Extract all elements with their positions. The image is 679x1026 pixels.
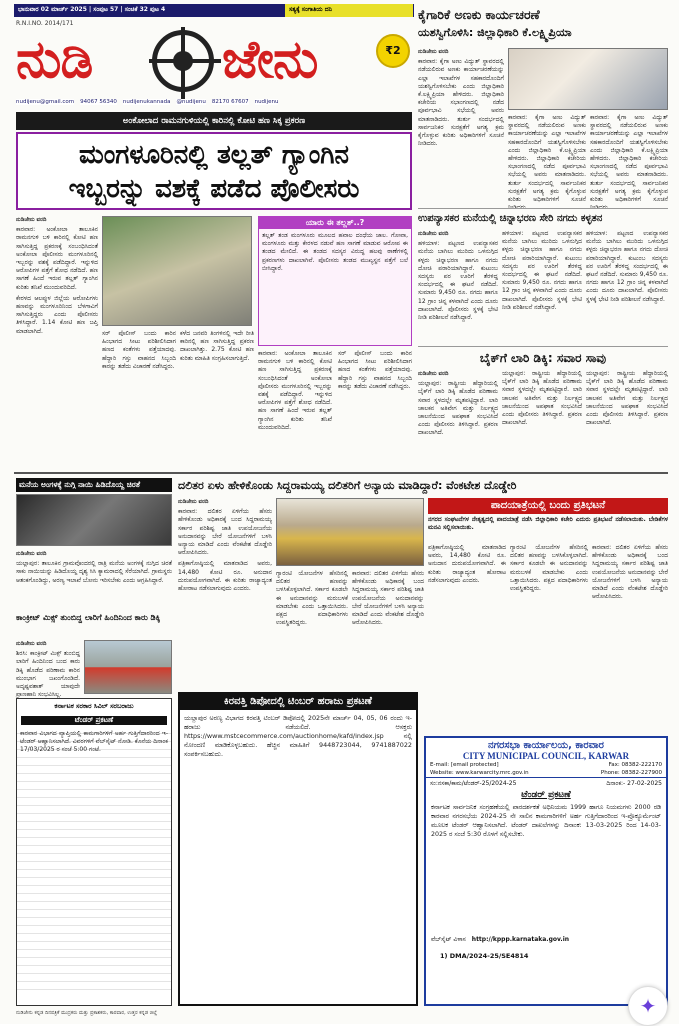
lead-headline-box [16,132,412,210]
lead-text-b: ಕೇರಳದ ಆಲಪ್ಪುಳ ಜಿಲ್ಲೆಯ ಆರೋಪಿಗಳು ಹಣವನ್ನು ಮಂಗಳೂರಿನಿಂದ ಬೆಳಗಾವಿಗೆ ಸಾಗಿಸುತ್ತಿದ್ದರು ಎಂದು ಪೊಲೀಸರು ತಿಳಿಸಿದ್ದಾರೆ. 1.14 ಕೋಟಿ ಹಣ ಜಪ್ತಿ ಮಾಡಲಾಗಿದೆ. [16,294,98,335]
theft-column-2 [502,230,582,342]
theft-text-cont2: ಹಳಿಯಾಳ: ಪಟ್ಟಣದ ಉಪನ್ಯಾಸಕರ ಮನೆಯ ಬಾಗಿಲು ಮುರಿದು ಒಳನುಗ್ಗಿದ ಕಳ್ಳರು ಚಿನ್ನಾಭರಣ ಹಾಗೂ ನಗದು ದೋಚಿ ಪರಾರಿಯಾಗಿದ್ದಾರೆ. ಕುಟುಂಬ ಸದಸ್ಯರು ಪರ ಊರಿಗೆ ತೆರಳಿದ್ದ ಸಂದರ್ಭದಲ್ಲಿ ಈ ಘಟನೆ ನಡೆದಿದೆ. ಸುಮಾರು 9,450 ರೂ. ನಗದು ಹಾಗೂ 12 ಗ್ರಾಂ ಚಿನ್ನ ಕಳವಾಗಿದೆ ಎಂದು ದೂರು ದಾಖಲಾಗಿದೆ. ಪೊಲೀಸರು ಸ್ಥಳಕ್ಕೆ ಭೇಟಿ ನೀಡಿ ಪರಿಶೀಲನೆ ನಡೆಸಿದ್ದಾರೆ. [586,230,668,303]
cmc-site-label: ವೆಬ್‌ಸೈಟ್ ವಿಳಾಸ [431,936,466,943]
divider [418,208,668,209]
dalit-column-4 [428,544,506,688]
email-text[interactable]: nudijenu@gmail.com [16,99,75,105]
theft-text-cont: ಹಳಿಯಾಳ: ಪಟ್ಟಣದ ಉಪನ್ಯಾಸಕರ ಮನೆಯ ಬಾಗಿಲು ಮುರಿದು ಒಳನುಗ್ಗಿದ ಕಳ್ಳರು ಚಿನ್ನಾಭರಣ ಹಾಗೂ ನಗದು ದೋಚಿ ಪರಾರಿಯಾಗಿದ್ದಾರೆ. ಕುಟುಂಬ ಸದಸ್ಯರು ಪರ ಊರಿಗೆ ತೆರಳಿದ್ದ ಸಂದರ್ಭದಲ್ಲಿ ಈ ಘಟನೆ ನಡೆದಿದೆ. ಸುಮಾರು 9,450 ರೂ. ನಗದು ಹಾಗೂ 12 ಗ್ರಾಂ ಚಿನ್ನ ಕಳವಾಗಿದೆ ಎಂದು ದೂರು ದಾಖಲಾಗಿದೆ. ಪೊಲೀಸರು ಸ್ಥಳಕ್ಕೆ ಭೇಟಿ ನೀಡಿ ಪರಿಶೀಲನೆ ನಡೆಸಿದ್ದಾರೆ. [502,230,582,311]
lead-byline: ನುಡಿಜೇನು ವರದಿ [16,217,47,223]
theft-column-3 [586,230,668,342]
dalit-text-c: ಗ್ಯಾರಂಟಿ ಯೋಜನೆಗಳ ಹೆಸರಿನಲ್ಲಿ ದಲಿತರ ಹಣವನ್ನು ಬಳಸಿಕೊಳ್ಳಲಾಗಿದೆ. ಸರ್ಕಾರ ಕೂಡಲೇ ಈ ಅನುದಾನವನ್ನು ಮರುಬಳಕೆ ಮಾಡಬೇಕು ಎಂದು ಒತ್ತಾಯಿಸಿದರು. ಪಕ್ಷದ ಪದಾಧಿಕಾರಿಗಳು ಉಪಸ್ಥಿತರಿದ್ದರು. [276,570,348,627]
cmc-site-row [426,934,666,946]
masthead [16,28,412,92]
lead-column-3 [180,330,254,468]
twitter-handle[interactable]: @nudijenu [176,99,206,105]
concrete-story [16,640,80,699]
industry-headline-2: ಯಶಸ್ವಿಗೊಳಿಸಿ: ಜಿಲ್ಲಾಧಿಕಾರಿ ಕೆ.ಲಕ್ಷ್ಮಿಪ್ರಿಯಾ [418,26,572,39]
theft-text: ಹಳಿಯಾಳ: ಪಟ್ಟಣದ ಉಪನ್ಯಾಸಕರ ಮನೆಯ ಬಾಗಿಲು ಮುರಿದು ಒಳನುಗ್ಗಿದ ಕಳ್ಳರು ಚಿನ್ನಾಭರಣ ಹಾಗೂ ನಗದು ದೋಚಿ ಪರಾರಿಯಾಗಿದ್ದಾರೆ. ಕುಟುಂಬ ಸದಸ್ಯರು ಪರ ಊರಿಗೆ ತೆರಳಿದ್ದ ಸಂದರ್ಭದಲ್ಲಿ ಈ ಘಟನೆ ನಡೆದಿದೆ. ಸುಮಾರು 9,450 ರೂ. ನಗದು ಹಾಗೂ 12 ಗ್ರಾಂ ಚಿನ್ನ ಕಳವಾಗಿದೆ ಎಂದು ದೂರು ದಾಖಲಾಗಿದೆ. ಪೊಲೀಸರು ಸ್ಥಳಕ್ಕೆ ಭೇಟಿ ನೀಡಿ ಪರಿಶೀಲನೆ ನಡೆಸಿದ್ದಾರೆ. [418,240,498,322]
footer-imprint: ನುಡಿಜೇನು ಕನ್ನಡ ದಿನಪತ್ರಿಕೆ ಮುದ್ರಕರು ಮತ್ತು ಪ್ರಕಾಶಕರು, ಕಾರವಾರ, ಉತ್ತರ ಕನ್ನಡ ಜಿಲ್ಲೆ [16,1010,158,1016]
theft-headline: ಉಪನ್ಯಾಸಕರ ಮನೆಯಲ್ಲಿ ಚಿನ್ನಾಭರಣ ಸೇರಿ ನಗದು ಕಳ್ಳತನ [418,213,603,224]
industry-headline [418,6,668,44]
lead-photo-car [102,216,252,326]
industry-text-cont: ಕಾರವಾರ: ಕೈಗಾ ಅಣು ವಿದ್ಯುತ್ ಸ್ಥಾವರದಲ್ಲಿ ನಡೆಯಲಿರುವ ಅಣಕು ಕಾರ್ಯಾಚರಣೆಯನ್ನು ಎಲ್ಲಾ ಇಲಾಖೆಗಳ ಸಹಕಾರದೊಂದಿಗೆ ಯಶಸ್ವಿಗೊಳಿಸಬೇಕು ಎಂದು ಜಿಲ್ಲಾಧಿಕಾರಿ ಕೆ.ಲಕ್ಷ್ಮಿಪ್ರಿಯಾ ಹೇಳಿದರು. ಜಿಲ್ಲಾಧಿಕಾರಿ ಕಚೇರಿಯ ಸಭಾಂಗಣದಲ್ಲಿ ನಡೆದ ಪೂರ್ವಭಾವಿ ಸಭೆಯಲ್ಲಿ ಅವರು ಮಾತನಾಡಿದರು. ತುರ್ತು ಸಂದರ್ಭದಲ್ಲಿ ಸಾರ್ವಜನಿಕರ ಸುರಕ್ಷತೆಗೆ ಅಗತ್ಯ ಕ್ರಮ ಕೈಗೊಳ್ಳುವ ಕುರಿತು ಅಧಿಕಾರಿಗಳಿಗೆ ಸೂಚನೆ [508,114,586,204]
masthead-word-right: ಜೇನು [222,29,318,90]
bike-column-2 [502,370,582,470]
cmc-heading: ಟೆಂಡರ್ ಪ್ರಕಟಣೆ [521,790,571,800]
lead-headline-line2: ಇಬ್ಬರನ್ನು ವಶಕ್ಕೆ ಪಡೆದ ಪೊಲೀಸರು [68,174,360,204]
industry-headline-1: ಕೈಗಾರಿಕೆ ಅಣಕು ಕಾರ್ಯಚರಣೆ [418,7,540,22]
leopard-headline: ಮನೆಯ ಅಂಗಳಕ್ಕೆ ನುಗ್ಗಿ ನಾಯಿ ಹಿಡಿದೊಯ್ದ ಚಿರತೆ [16,478,172,492]
bike-byline: ನುಡಿಜೇನು ವರದಿ [418,371,449,377]
lead-column-4 [258,350,332,468]
assistant-sparkle-icon[interactable]: ✦ [628,986,668,1026]
rni-number: R.N.I.NO. 2014/171 [16,20,74,27]
cmc-tender-notice [424,736,668,1006]
lead-text-d: ಕಳೆದ ಜನವರಿ ತಿಂಗಳಿನಲ್ಲಿ ಇದೇ ರೀತಿ ಕಾರಿನಲ್ಲಿ ಹಣ ಸಾಗಿಸುತ್ತಿದ್ದ ಪ್ರಕರಣ ದಾಖಲಾಗಿತ್ತು. 2.75 ಕೋಟಿ ಹಣ ಕುರಿತು ಮಾಹಿತಿ ಸಂಗ್ರಹಿಸಲಾಗುತ್ತಿದೆ. [180,330,254,362]
cmc-title-kn: ನಗರಸಭಾ ಕಾರ್ಯಾಲಯ, ಕಾರವಾರ [488,740,604,751]
bike-text: ಯಲ್ಲಾಪುರ: ರಾಷ್ಟ್ರೀಯ ಹೆದ್ದಾರಿಯಲ್ಲಿ ಬೈಕ್‌ಗೆ ಲಾರಿ ಡಿಕ್ಕಿ ಹೊಡೆದ ಪರಿಣಾಮ ಸವಾರ ಸ್ಥಳದಲ್ಲೇ ಮೃತಪಟ್ಟಿದ್ದಾರೆ. ಲಾರಿ ಚಾಲಕನ ಅತಿವೇಗ ಮತ್ತು ನಿರ್ಲಕ್ಷ್ಯದ ಚಾಲನೆಯಿಂದ ಅಪಘಾತ ಸಂಭವಿಸಿದೆ ಎಂದು ಪೊಲೀಸರು ತಿಳಿಸಿದ್ದಾರೆ. ಪ್ರಕರಣ ದಾಖಲಾಗಿದೆ. [418,380,498,437]
bike-column-3 [586,370,668,470]
concrete-byline: ನುಡಿಜೇನು ವರದಿ [16,641,47,647]
dalit-column-5 [510,544,588,688]
cmc-ref-row [426,778,666,790]
dalit-text-b-cont: ಪತ್ರಿಕಾಗೋಷ್ಠಿಯಲ್ಲಿ ಮಾತನಾಡಿದ ಅವರು, 14,480 ಕೋಟಿ ರೂ. ಅನುದಾನ ದುರುಪಯೋಗವಾಗಿದೆ. ಈ ಕುರಿತು ರಾಜ್ಯಾದ್ಯಂತ ಹೋರಾಟ ನಡೆಸಲಾಗುವುದು ಎಂದರು. [428,544,506,584]
dalit-column-6 [592,544,668,688]
lead-text-c-cont: ಸರ್ ಪೊಲೀಸ್ ಬಂದು ಕಾರಿನ ಹಿಂಭಾಗದ ಸೀಟು ಪರಿಶೀಲಿಸಿದಾಗ ಹಣದ ಕಂತೆಗಳು ಪತ್ತೆಯಾದವು. ಹೆದ್ದಾರಿ ಗಸ್ತು ವಾಹನದ ಸಿಬ್ಬಂದಿ ಕಾರನ್ನು ತಡೆದು ವಿಚಾರಣೆ ನಡೆಸಿದ್ದರು. [338,350,412,390]
leopard-cctv-photo [16,494,172,546]
dalit-text-b: ಪತ್ರಿಕಾಗೋಷ್ಠಿಯಲ್ಲಿ ಮಾತನಾಡಿದ ಅವರು, 14,480 ಕೋಟಿ ರೂ. ಅನುದಾನ ದುರುಪಯೋಗವಾಗಿದೆ. ಈ ಕುರಿತು ರಾಜ್ಯಾದ್ಯಂತ ಹೋರಾಟ ನಡೆಸಲಾಗುವುದು ಎಂದರು. [178,560,272,593]
cmc-site-link[interactable]: http://kppp.karnataka.gov.in [471,936,570,943]
dateline: ಭಾನುವಾರ 02 ಮಾರ್ಚ್ 2025 | ಸಂಪುಟ 57 | ಸಂಚಿಕೆ 32 ಪುಟ 4 [14,4,414,17]
industry-meeting-photo [508,48,668,110]
timber-headline: ಕಿರವತ್ತಿ ಡಿಪೋದಲ್ಲಿ ಟಿಂಬರ್ ಹರಾಜು ಪ್ರಕಟಣೆ [180,694,416,710]
supplies-tender-ad [16,698,172,1006]
dalit-column-3 [352,570,424,688]
industry-text: ಕಾರವಾರ: ಕೈಗಾ ಅಣು ವಿದ್ಯುತ್ ಸ್ಥಾವರದಲ್ಲಿ ನಡೆಯಲಿರುವ ಅಣಕು ಕಾರ್ಯಾಚರಣೆಯನ್ನು ಎಲ್ಲಾ ಇಲಾಖೆಗಳ ಸಹಕಾರದೊಂದಿಗೆ ಯಶಸ್ವಿಗೊಳಿಸಬೇಕು ಎಂದು ಜಿಲ್ಲಾಧಿಕಾರಿ ಕೆ.ಲಕ್ಷ್ಮಿಪ್ರಿಯಾ ಹೇಳಿದರು. ಜಿಲ್ಲಾಧಿಕಾರಿ ಕಚೇರಿಯ ಸಭಾಂಗಣದಲ್ಲಿ ನಡೆದ ಪೂರ್ವಭಾವಿ ಸಭೆಯಲ್ಲಿ ಅವರು ಮಾತನಾಡಿದರು. ತುರ್ತು ಸಂದರ್ಭದಲ್ಲಿ ಸಾರ್ವಜನಿಕರ ಸುರಕ್ಷತೆಗೆ ಅಗತ್ಯ ಕ್ರಮ ಕೈಗೊಳ್ಳುವ ಕುರಿತು ಅಧಿಕಾರಿಗಳಿಗೆ ಸೂಚನೆ ನೀಡಿದರು. [418,58,504,148]
timber-text: ಯಲ್ಲಾಪುರ ಅರಣ್ಯ ವಿಭಾಗದ ಕಿರವತ್ತಿ ಟಿಂಬರ್ ಡಿಪೋದಲ್ಲಿ 2025ನೇ ಮಾರ್ಚ್ 04, 05, 06 ರಂದು ಇ-ಹರಾಜು ನಡೆಯಲಿದೆ. ಆಸಕ್ತರು https://www.mstcecommerce.com/auctionhome/kafd/index.jsp ನಲ್ಲಿ ನೋಂದಣಿ ಮಾಡಿಕೊಳ್ಳಬಹುದು. ಹೆಚ್ಚಿನ ಮಾಹಿತಿಗೆ 9448723044, 9741887022 ಸಂಪರ್ಕಿಸಬಹುದು. [184,714,412,758]
industry-column-3 [590,114,668,204]
leopard-story [16,550,172,608]
cmc-phone: Phone: 08382-227900 [600,770,662,776]
dalit-byline: ನುಡಿಜೇನು ವರದಿ [178,499,209,505]
ad-subtitle: ಟೆಂಡರ್ ಪ್ರಕಟಣೆ [21,716,167,725]
lead-text-c: ಸರ್ ಪೊಲೀಸ್ ಬಂದು ಕಾರಿನ ಹಿಂಭಾಗದ ಸೀಟು ಪರಿಶೀಲಿಸಿದಾಗ ಹಣದ ಕಂತೆಗಳು ಪತ್ತೆಯಾದವು. ಹೆದ್ದಾರಿ ಗಸ್ತು ವಾಹನದ ಸಿಬ್ಬಂದಿ ಕಾರನ್ನು ತಡೆದು ವಿಚಾರಣೆ ನಡೆಸಿದ್ದರು. [102,330,176,370]
section-divider [14,472,668,474]
dalit-text-a-cont: ಕಾರವಾರ: ದಲಿತರ ಏಳಿಗೆಯ ಹೆಸರು ಹೇಳಿಕೊಂಡು ಅಧಿಕಾರಕ್ಕೆ ಬಂದ ಸಿದ್ದರಾಮಯ್ಯ ಸರ್ಕಾರ ಪರಿಶಿಷ್ಟ ಜಾತಿ ಉಪಯೋಜನೆಯ ಅನುದಾನವನ್ನು ಬೇರೆ ಯೋಜನೆಗಳಿಗೆ ಬಳಸಿ ಅನ್ಯಾಯ ಮಾಡಿದೆ ಎಂದು ವೆಂಕಟೇಶ ದೊಡ್ಡೇರಿ ಆರೋಪಿಸಿದರು. [352,570,424,627]
lead-text-a: ಕಾರವಾರ: ಅಂಕೋಲಾ ತಾಲೂಕಿನ ರಾಮನಗುಳಿ ಬಳಿ ಕಾರಿನಲ್ಲಿ ಕೋಟಿ ಹಣ ಸಾಗಿಸುತ್ತಿದ್ದ ಪ್ರಕರಣಕ್ಕೆ ಸಂಬಂಧಿಸಿದಂತೆ ಅಂಕೋಲಾ ಪೊಲೀಸರು ಮಂಗಳೂರಿನಲ್ಲಿ ಇಬ್ಬರನ್ನು ವಶಕ್ಕೆ ಪಡೆದಿದ್ದಾರೆ. ಇನ್ನುಳಿದ ಆರೋಪಿಗಳ ಪತ್ತೆಗೆ ಶೋಧ ನಡೆದಿದೆ. ಹಣ ಸಾಗಣೆ ಹಿಂದೆ ಇರುವ ತಲ್ಲತ್ ಗ್ಯಾಂಗಿನ ಕುರಿತು ತನಿಖೆ ಮುಂದುವರಿದಿದೆ. [16,226,98,291]
dalit-text-a: ಕಾರವಾರ: ದಲಿತರ ಏಳಿಗೆಯ ಹೆಸರು ಹೇಳಿಕೊಂಡು ಅಧಿಕಾರಕ್ಕೆ ಬಂದ ಸಿದ್ದರಾಮಯ್ಯ ಸರ್ಕಾರ ಪರಿಶಿಷ್ಟ ಜಾತಿ ಉಪಯೋಜನೆಯ ಅನುದಾನವನ್ನು ಬೇರೆ ಯೋಜನೆಗಳಿಗೆ ಬಳಸಿ ಅನ್ಯಾಯ ಮಾಡಿದೆ ಎಂದು ವೆಂಕಟೇಶ ದೊಡ್ಡೇರಿ ಆರೋಪಿಸಿದರು. [178,508,272,557]
concrete-text: ಶಿರಸಿ: ಕಾಂಕ್ರೀಟ್ ಮಿಕ್ಸ್ ತುಂಬಿದ್ದ ಲಾರಿಗೆ ಹಿಂದಿನಿಂದ ಬಂದ ಕಾರು ಡಿಕ್ಕಿ ಹೊಡೆದ ಪರಿಣಾಮ ಕಾರಿನ ಮುಂಭಾಗ ಜಖಂಗೊಂಡಿದೆ. ಅದೃಷ್ಟವಶಾತ್ ಯಾವುದೇ ಪ್ರಾಣಹಾನಿ ಸಂಭವಿಸಿಲ್ಲ. [16,650,80,699]
lead-column-2 [102,330,176,468]
industry-column-1 [418,48,504,204]
cmc-body: ಕರ್ನಾಟಕ ಸಾರ್ವಜನಿಕ ಸಂಗ್ರಹಣೆಯಲ್ಲಿ ಪಾರದರ್ಶಕತೆ ಅಧಿನಿಯಮ 1999 ಹಾಗೂ ನಿಯಮಗಳು 2000 ರಡಿ ಕಾರವಾರ ನಗರಸಭೆಯ 2024-25 ನೇ ಸಾಲಿನ ಕಾಮಗಾರಿಗಳಿಗೆ ಅರ್ಹ ಗುತ್ತಿಗೆದಾರರಿಂದ ಇ-ಪ್ರೊಕ್ಯೂರ್ಮೆಂಟ್ ಮೂಲಕ ಟೆಂಡರ್ ಆಹ್ವಾನಿಸಲಾಗಿದೆ. ಟೆಂಡರ್ ದಾಖಲೆಗಳನ್ನು ದಿನಾಂಕ: 13-03-2025 ರಿಂದ 14-03-2025 ರ ಸಂಜೆ 5:30 ರೊಳಗೆ ಸಲ್ಲಿಸಬೇಕು. [431,804,661,838]
lead-headline-line1: ಮಂಗಳೂರಿನಲ್ಲಿ ತಲ್ಲತ್ ಗ್ಯಾಂಗಿನ [79,140,349,170]
sidebox-title: ಯಾರು ಈ ತಲ್ಲತ್..? [259,217,411,229]
press-meet-photo [276,498,424,566]
lead-column-1 [16,216,98,468]
leopard-text: ಯಲ್ಲಾಪುರ: ತಾಲೂಕಿನ ಗ್ರಾಮವೊಂದರಲ್ಲಿ ರಾತ್ರಿ ಮನೆಯ ಅಂಗಳಕ್ಕೆ ನುಗ್ಗಿದ ಚಿರತೆ ಸಾಕು ನಾಯಿಯನ್ನು ಹಿಡಿದೊಯ್ದ ದೃಶ್ಯ ಸಿಸಿ ಕ್ಯಾಮರಾದಲ್ಲಿ ಸೆರೆಯಾಗಿದೆ. ಗ್ರಾಮಸ್ಥರು ಆತಂಕಗೊಂಡಿದ್ದು, ಅರಣ್ಯ ಇಲಾಖೆ ಬೋನು ಇರಿಸಬೇಕು ಎಂದು ಆಗ್ರಹಿಸಿದ್ದಾರೆ. [16,560,172,584]
ad-title: ಕರ್ನಾಟಕ ಸರಕಾರ ಸಿವಿಲ್ ಸರಬರಾಜು [54,702,134,710]
tagline-band: ಸತ್ಯಕ್ಕೆ ಸಂಗಾತಿಯ ದನಿ [285,4,413,17]
cmc-web-row [426,769,666,778]
padayatra-headline: ಪಾದಯಾತ್ರೆಯಲ್ಲಿ ಬಂದು ಪ್ರತಿಭಟನೆ [428,498,668,514]
lorry-accident-photo [84,640,172,694]
theft-column-1 [418,230,498,342]
facebook-handle[interactable]: nudijenukannada [122,99,171,105]
cmc-website[interactable]: Website: www.karwarcity.mrc.gov.in [430,770,529,776]
bike-column-1 [418,370,498,470]
bike-text-cont2: ಯಲ್ಲಾಪುರ: ರಾಷ್ಟ್ರೀಯ ಹೆದ್ದಾರಿಯಲ್ಲಿ ಬೈಕ್‌ಗೆ ಲಾರಿ ಡಿಕ್ಕಿ ಹೊಡೆದ ಪರಿಣಾಮ ಸವಾರ ಸ್ಥಳದಲ್ಲೇ ಮೃತಪಟ್ಟಿದ್ದಾರೆ. ಲಾರಿ ಚಾಲಕನ ಅತಿವೇಗ ಮತ್ತು ನಿರ್ಲಕ್ಷ್ಯದ ಚಾಲನೆಯಿಂದ ಅಪಘಾತ ಸಂಭವಿಸಿದೆ ಎಂದು ಪೊಲೀಸರು ತಿಳಿಸಿದ್ದಾರೆ. ಪ್ರಕರಣ ದಾಖಲಾಗಿದೆ. [586,370,668,427]
padayatra-text: ನಗರದ ಸಂಘಟನೆಗಳ ನೇತೃತ್ವದಲ್ಲಿ ಪಾದಯಾತ್ರೆ ನಡೆಸಿ ಜಿಲ್ಲಾಧಿಕಾರಿ ಕಚೇರಿ ಎದುರು ಪ್ರತಿಭಟನೆ ನಡೆಸಲಾಯಿತು. ಬೇಡಿಕೆಗಳ ಮನವಿ ಸಲ್ಲಿಸಲಾಯಿತು. [428,516,668,532]
tallat-sidebox [258,216,412,346]
whatsapp-number: 82170 67607 [211,99,249,105]
bike-text-cont: ಯಲ್ಲಾಪುರ: ರಾಷ್ಟ್ರೀಯ ಹೆದ್ದಾರಿಯಲ್ಲಿ ಬೈಕ್‌ಗೆ ಲಾರಿ ಡಿಕ್ಕಿ ಹೊಡೆದ ಪರಿಣಾಮ ಸವಾರ ಸ್ಥಳದಲ್ಲೇ ಮೃತಪಟ್ಟಿದ್ದಾರೆ. ಲಾರಿ ಚಾಲಕನ ಅತಿವೇಗ ಮತ್ತು ನಿರ್ಲಕ್ಷ್ಯದ ಚಾಲನೆಯಿಂದ ಅಪಘಾತ ಸಂಭವಿಸಿದೆ ಎಂದು ಪೊಲೀಸರು ತಿಳಿಸಿದ್ದಾರೆ. ಪ್ರಕರಣ ದಾಖಲಾಗಿದೆ. [502,370,582,427]
dalit-text-c-cont: ಗ್ಯಾರಂಟಿ ಯೋಜನೆಗಳ ಹೆಸರಿನಲ್ಲಿ ದಲಿತರ ಹಣವನ್ನು ಬಳಸಿಕೊಳ್ಳಲಾಗಿದೆ. ಸರ್ಕಾರ ಕೂಡಲೇ ಈ ಅನುದಾನವನ್ನು ಮರುಬಳಕೆ ಮಾಡಬೇಕು ಎಂದು ಒತ್ತಾಯಿಸಿದರು. ಪಕ್ಷದ ಪದಾಧಿಕಾರಿಗಳು ಉಪಸ್ಥಿತರಿದ್ದರು. [510,544,588,593]
cmc-ref: ಸಂ:ನಸಕಾ/ಕಾಮ/ಟೆಂಡರ್-25/2024-25 [430,780,517,787]
dalit-column-1 [178,498,272,688]
lead-text-a-cont: ಕಾರವಾರ: ಅಂಕೋಲಾ ತಾಲೂಕಿನ ರಾಮನಗುಳಿ ಬಳಿ ಕಾರಿನಲ್ಲಿ ಕೋಟಿ ಹಣ ಸಾಗಿಸುತ್ತಿದ್ದ ಪ್ರಕರಣಕ್ಕೆ ಸಂಬಂಧಿಸಿದಂತೆ ಅಂಕೋಲಾ ಪೊಲೀಸರು ಮಂಗಳೂರಿನಲ್ಲಿ ಇಬ್ಬರನ್ನು ವಶಕ್ಕೆ ಪಡೆದಿದ್ದಾರೆ. ಇನ್ನುಳಿದ ಆರೋಪಿಗಳ ಪತ್ತೆಗೆ ಶೋಧ ನಡೆದಿದೆ. ಹಣ ಸಾಗಣೆ ಹಿಂದೆ ಇರುವ ತಲ್ಲತ್ ಗ್ಯಾಂಗಿನ ಕುರಿತು ತನಿಖೆ ಮುಂದುವರಿದಿದೆ. [258,350,332,431]
dalit-headline: ದಲಿತರ ಏಳು ಹೇಳಿಕೊಂಡು ಸಿದ್ದರಾಮಯ್ಯ ದಲಿತರಿಗೆ ಅನ್ಯಾಯ ಮಾಡಿದ್ದಾರೆ: ವೆಂಕಟೇಶ ದೊಡ್ಡೇರಿ [178,479,517,492]
industry-text-cont2: ಕಾರವಾರ: ಕೈಗಾ ಅಣು ವಿದ್ಯುತ್ ಸ್ಥಾವರದಲ್ಲಿ ನಡೆಯಲಿರುವ ಅಣಕು ಕಾರ್ಯಾಚರಣೆಯನ್ನು ಎಲ್ಲಾ ಇಲಾಖೆಗಳ ಸಹಕಾರದೊಂದಿಗೆ ಯಶಸ್ವಿಗೊಳಿಸಬೇಕು ಎಂದು ಜಿಲ್ಲಾಧಿಕಾರಿ ಕೆ.ಲಕ್ಷ್ಮಿಪ್ರಿಯಾ ಹೇಳಿದರು. ಜಿಲ್ಲಾಧಿಕಾರಿ ಕಚೇರಿಯ ಸಭಾಂಗಣದಲ್ಲಿ ನಡೆದ ಪೂರ್ವಭಾವಿ ಸಭೆಯಲ್ಲಿ ಅವರು ಮಾತನಾಡಿದರು. ತುರ್ತು ಸಂದರ್ಭದಲ್ಲಿ ಸಾರ್ವಜನಿಕರ ಸುರಕ್ಷತೆಗೆ ಅಗತ್ಯ ಕ್ರಮ ಕೈಗೊಳ್ಳುವ ಕುರಿತು ಅಧಿಕಾರಿಗಳಿಗೆ ಸೂಚನೆ [590,114,668,204]
cmc-title-en: CITY MUNICIPAL COUNCIL, KARWAR [462,751,630,761]
dalit-column-2 [276,570,348,688]
contact-bar [16,96,412,108]
cmc-date: ದಿನಾಂಕ:- 27-02-2025 [606,780,662,787]
lead-column-5 [338,350,412,468]
industry-byline: ನುಡಿಜೇನು ವರದಿ [418,49,449,55]
cmc-fax: Fax: 08382-222170 [608,762,662,768]
masthead-word-left: ನುಡಿ [16,29,93,90]
cmc-item: 1) DMA/2024-25/SE4814 [440,952,529,960]
leopard-byline: ನುಡಿಜೇನು ವರದಿ [16,551,47,557]
bike-headline: ಬೈಕ್‌ಗೆ ಲಾರಿ ಡಿಕ್ಕಿ: ಸವಾರ ಸಾವು [479,351,607,365]
ad-text: ಕಾರವಾರ ವಿಭಾಗದ ವ್ಯಾಪ್ತಿಯಲ್ಲಿ ಕಾಮಗಾರಿಗಳಿಗೆ ಅರ್ಹ ಗುತ್ತಿಗೆದಾರರಿಂದ ಇ-ಟೆಂಡರ್ ಆಹ್ವಾನಿಸಲಾಗಿದೆ. ವಿವರಗಳಿಗೆ ವೆಬ್‌ಸೈಟ್ ನೋಡಿ. ಕೊನೆಯ ದಿನಾಂಕ 17/03/2025 ರ ಸಂಜೆ 5:00 ಗಂಟೆ. [17,727,171,997]
cmc-email[interactable]: E-mail: [email protected] [430,762,499,768]
industry-column-2 [508,114,586,204]
ship-wheel-logo [152,30,214,92]
cmc-contact-row [426,761,666,769]
dalit-text-a-cont2: ಕಾರವಾರ: ದಲಿತರ ಏಳಿಗೆಯ ಹೆಸರು ಹೇಳಿಕೊಂಡು ಅಧಿಕಾರಕ್ಕೆ ಬಂದ ಸಿದ್ದರಾಮಯ್ಯ ಸರ್ಕಾರ ಪರಿಶಿಷ್ಟ ಜಾತಿ ಉಪಯೋಜನೆಯ ಅನುದಾನವನ್ನು ಬೇರೆ ಯೋಜನೆಗಳಿಗೆ ಬಳಸಿ ಅನ್ಯಾಯ ಮಾಡಿದೆ ಎಂದು ವೆಂಕಟೇಶ ದೊಡ್ಡೇರಿ ಆರೋಪಿಸಿದರು. [592,544,668,601]
lead-kicker: ಅಂಕೋಲಾದ ರಾಮನಗುಳಿಯಲ್ಲಿ ಕಾರಿನಲ್ಲಿ ಕೋಟಿ ಹಣ ಸಿಕ್ಕ ಪ್ರಕರಣ [16,112,412,130]
instagram-handle[interactable]: nudijenu [254,99,279,105]
timber-auction-notice [178,692,418,1006]
phone-text: 94067 56340 [80,99,117,105]
sidebox-text: ತಲ್ಲತ್ ತಂಡ ಮಂಗಳೂರು ಮೂಲದ ಹವಾಲ ದಂಧೆಯ ಜಾಲ. ಗೋವಾ, ಮಂಗಳೂರು ಮತ್ತು ಕೇರಳದ ನಡುವೆ ಹಣ ಸಾಗಣೆ ಮಾಡುವ ಆರೋಪ ಈ ತಂಡದ ಮೇಲಿದೆ. ಈ ತಂಡದ ಸದಸ್ಯರ ವಿರುದ್ಧ ಹಲವು ಠಾಣೆಗಳಲ್ಲಿ ಪ್ರಕರಣಗಳು ದಾಖಲಾಗಿವೆ. ಪೊಲೀಸರು ತಂಡದ ಮುಖ್ಯಸ್ಥನ ಪತ್ತೆಗೆ ಬಲೆ ಬೀಸಿದ್ದಾರೆ. [262,232,408,272]
theft-byline: ನುಡಿಜೇನು ವರದಿ [418,231,449,237]
price-badge: ₹2 [376,34,410,68]
divider [418,346,668,347]
concrete-headline: ಕಾಂಕ್ರೀಟ್ ಮಿಕ್ಸ್ ತುಂಬಿದ್ದ ಲಾರಿಗೆ ಹಿಂದಿನಿಂದ ಕಾರು ಡಿಕ್ಕಿ [16,613,161,622]
